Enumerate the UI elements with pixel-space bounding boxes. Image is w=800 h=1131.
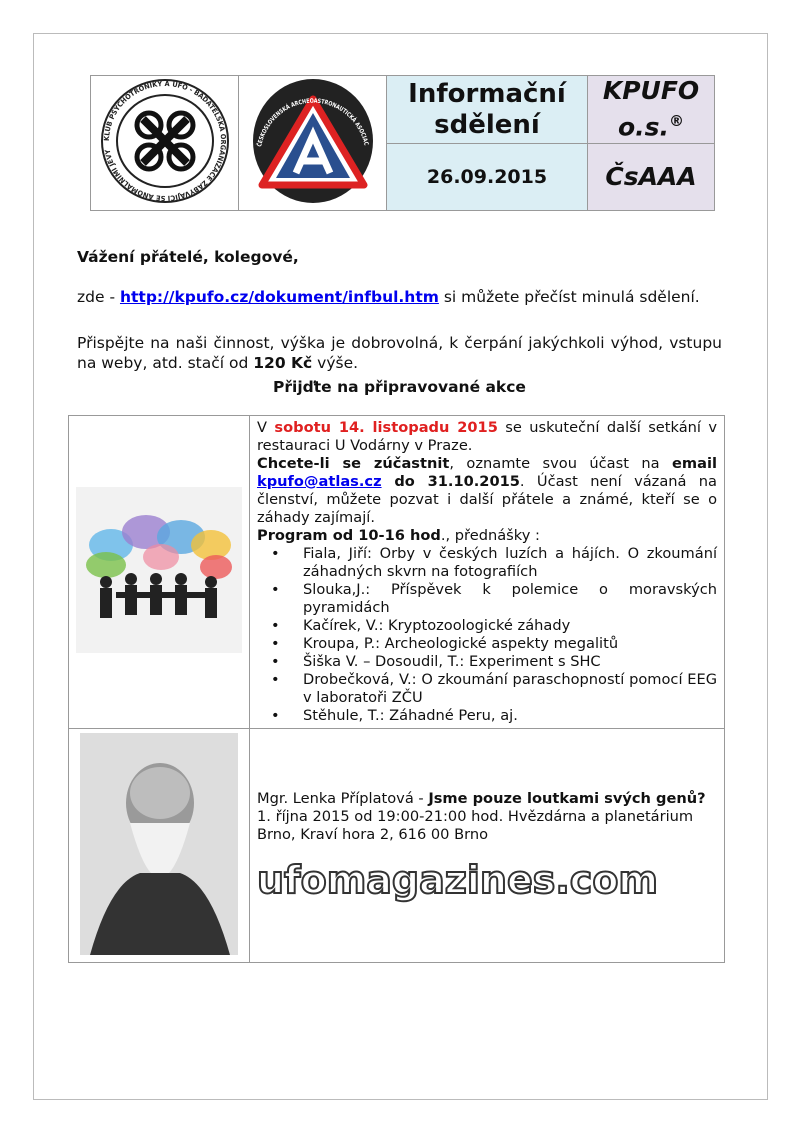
events-table [68,415,725,963]
paragraph-link [77,287,722,307]
kpufo-logo-ring-text: KLUB PSYCHOTRONIKY A UFO - BADATELSKÁ ORGANIZACE ZABÝVAJÍCÍ SE ANOMÁLNÍMI JEVY [102,79,227,203]
document-date: 26.09.2015 [387,144,588,211]
text: si můžete přečíst minulá sdělení. [438,288,700,306]
csaaa-label: ČsAAA [588,144,715,211]
registered-mark: ® [669,112,685,131]
text: V [257,419,275,436]
header-table [90,75,715,211]
darwin-portrait [69,729,250,963]
list-item: • Kroupa, P.: Archeologické aspekty megalitů [257,635,717,653]
email-link[interactable]: kpufo@atlas.cz [257,473,382,490]
deadline: do 31.10.2015 [381,473,520,490]
csaaa-logo-ring-text: ČESKOSLOVENSKÁ ARCHEOASTRONAUTICKÁ ASOCIAC [255,97,370,148]
csaaa-logo [239,76,387,211]
list-item: • Fiala, Jiří: Orby v českých luzích a hájích. O zkoumání záhadných skvrn na fotografiích [257,545,717,581]
speaker: Mgr. Lenka Příplatová - [257,789,429,807]
watermark: ufomagazines.com [257,857,659,902]
org-name: KPUFO [602,76,700,106]
list-item: • Slouka,J.: Příspěvek k polemice o moravských pyramidách [257,581,717,617]
event1-cell [250,416,725,729]
event-details: 1. října 2015 od 19:00-21:00 hod. Hvězdárna a planetárium Brno, Kraví hora 2, 616 00 Brno [257,807,694,843]
list-item: • Drobečková, V.: O zkoumání paraschopností pomocí EEG v laboratoři ZČU [257,671,717,707]
document-title: Informační sdělení [387,76,588,144]
kpufo-logo [91,76,239,211]
text: se uskuteční další setkání v restauraci U Vodárny v Praze. [257,419,718,454]
join-label: Chcete-li se zúčastnit [257,455,450,472]
text: výše. [312,354,359,372]
list-item: • Kačírek, V.: Kryptozoologické záhady [257,617,717,635]
program-label: Program od 10-16 hod [257,527,441,544]
paragraph-donation [77,333,722,373]
event2-cell [250,729,725,963]
text: . Účast není vázaná na členství, můžete pozvat i další přátele a známé, kteří se o záhady zajímají. [257,473,717,526]
infbul-link[interactable]: http://kpufo.cz/dokument/infbul.htm [119,288,439,306]
talks-list [257,545,717,725]
amount: 120 Kč [253,354,313,372]
meeting-illustration [69,416,250,729]
kpufo-label [588,76,715,144]
list-item: • Stěhule, T.: Záhadné Peru, aj. [257,707,717,725]
event-date: sobotu 14. listopadu 2015 [274,419,498,436]
text: , oznamte svou účast na [449,455,673,472]
text: zde - [77,288,120,306]
org-form: o.s. [617,112,670,142]
greeting: Vážení přátelé, kolegové, [77,248,299,266]
section-title: Přijďte na připravované akce [273,378,526,396]
text: ., přednášky : [440,527,540,544]
lecture-title: Jsme pouze loutkami svých genů? [428,789,706,807]
email-label: email [672,455,717,472]
text: Přispějte na naši činnost, výška je dobrovolná, k čerpání jakýchkoli výhod, vstupu na weby, atd. stačí od [77,334,722,372]
list-item: • Šiška V. – Dosoudil, T.: Experiment s SHC [257,653,717,671]
